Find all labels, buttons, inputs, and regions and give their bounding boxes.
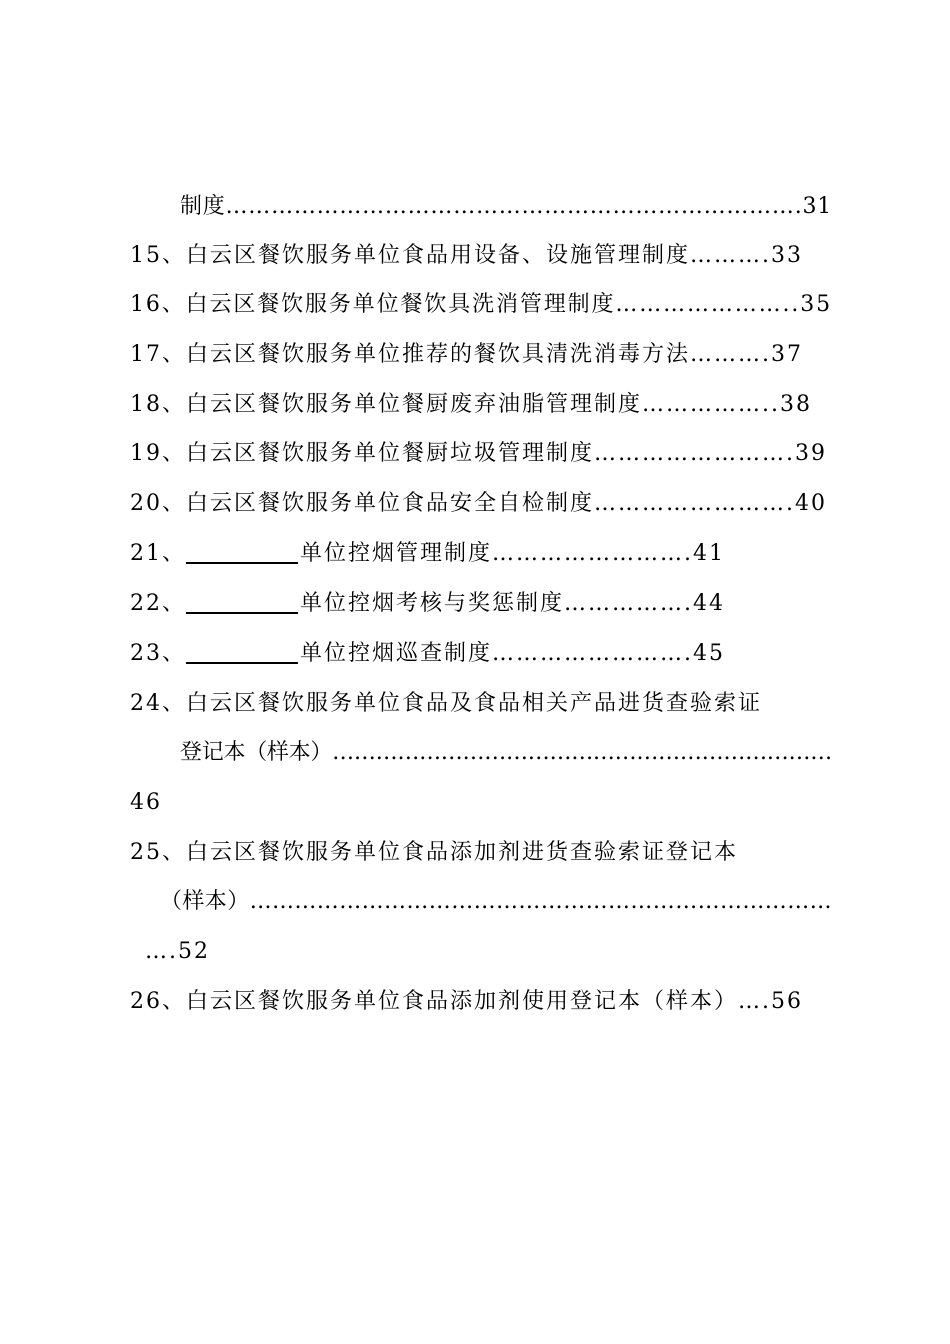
toc-entry-25-line2: （样本）…………………………………………………………………… xyxy=(160,889,833,914)
toc-entry-25-line1: 25、白云区餐饮服务单位食品添加剂进货查验索证登记本 xyxy=(130,840,738,865)
toc-entry-25-page: ….52 xyxy=(145,939,210,964)
toc-entry-24-line2: 登记本（样本）…………………………………………………………… xyxy=(180,740,833,765)
toc-entry-21-number: 21、 xyxy=(130,541,186,566)
toc-entry-24-page: 46 xyxy=(130,790,162,815)
toc-entry-23-number: 23、 xyxy=(130,641,186,666)
toc-entry-14-continuation: 制度………………………………………………………………….31 xyxy=(180,194,832,219)
toc-entry-24-line1: 24、白云区餐饮服务单位食品及食品相关产品进货查验索证 xyxy=(130,691,762,716)
blank-underline xyxy=(186,590,298,614)
toc-entry-15: 15、白云区餐饮服务单位食品用设备、设施管理制度……….33 xyxy=(130,243,803,268)
toc-entry-21 xyxy=(130,539,725,569)
toc-entry-22-text: 单位控烟考核与奖惩制度…………….44 xyxy=(300,591,725,616)
blank-underline xyxy=(186,540,298,564)
toc-entry-17: 17、白云区餐饮服务单位推荐的餐饮具清洗消毒方法……….37 xyxy=(130,342,803,367)
toc-entry-18: 18、白云区餐饮服务单位餐厨废弃油脂管理制度……………..38 xyxy=(130,392,812,417)
toc-entry-16: 16、白云区餐饮服务单位餐饮具洗消管理制度…………………..35 xyxy=(130,292,832,317)
toc-entry-23 xyxy=(130,639,725,669)
toc-entry-26: 26、白云区餐饮服务单位食品添加剂使用登记本（样本）….56 xyxy=(130,989,803,1014)
toc-entry-21-text: 单位控烟管理制度…………………….41 xyxy=(300,541,725,566)
toc-entry-23-text: 单位控烟巡查制度…………………….45 xyxy=(300,641,725,666)
blank-underline xyxy=(186,640,298,664)
toc-entry-20: 20、白云区餐饮服务单位食品安全自检制度…………………….40 xyxy=(130,491,827,516)
toc-entry-22 xyxy=(130,589,725,619)
toc-entry-19: 19、白云区餐饮服务单位餐厨垃圾管理制度…………………….39 xyxy=(130,441,827,466)
toc-entry-22-number: 22、 xyxy=(130,591,186,616)
